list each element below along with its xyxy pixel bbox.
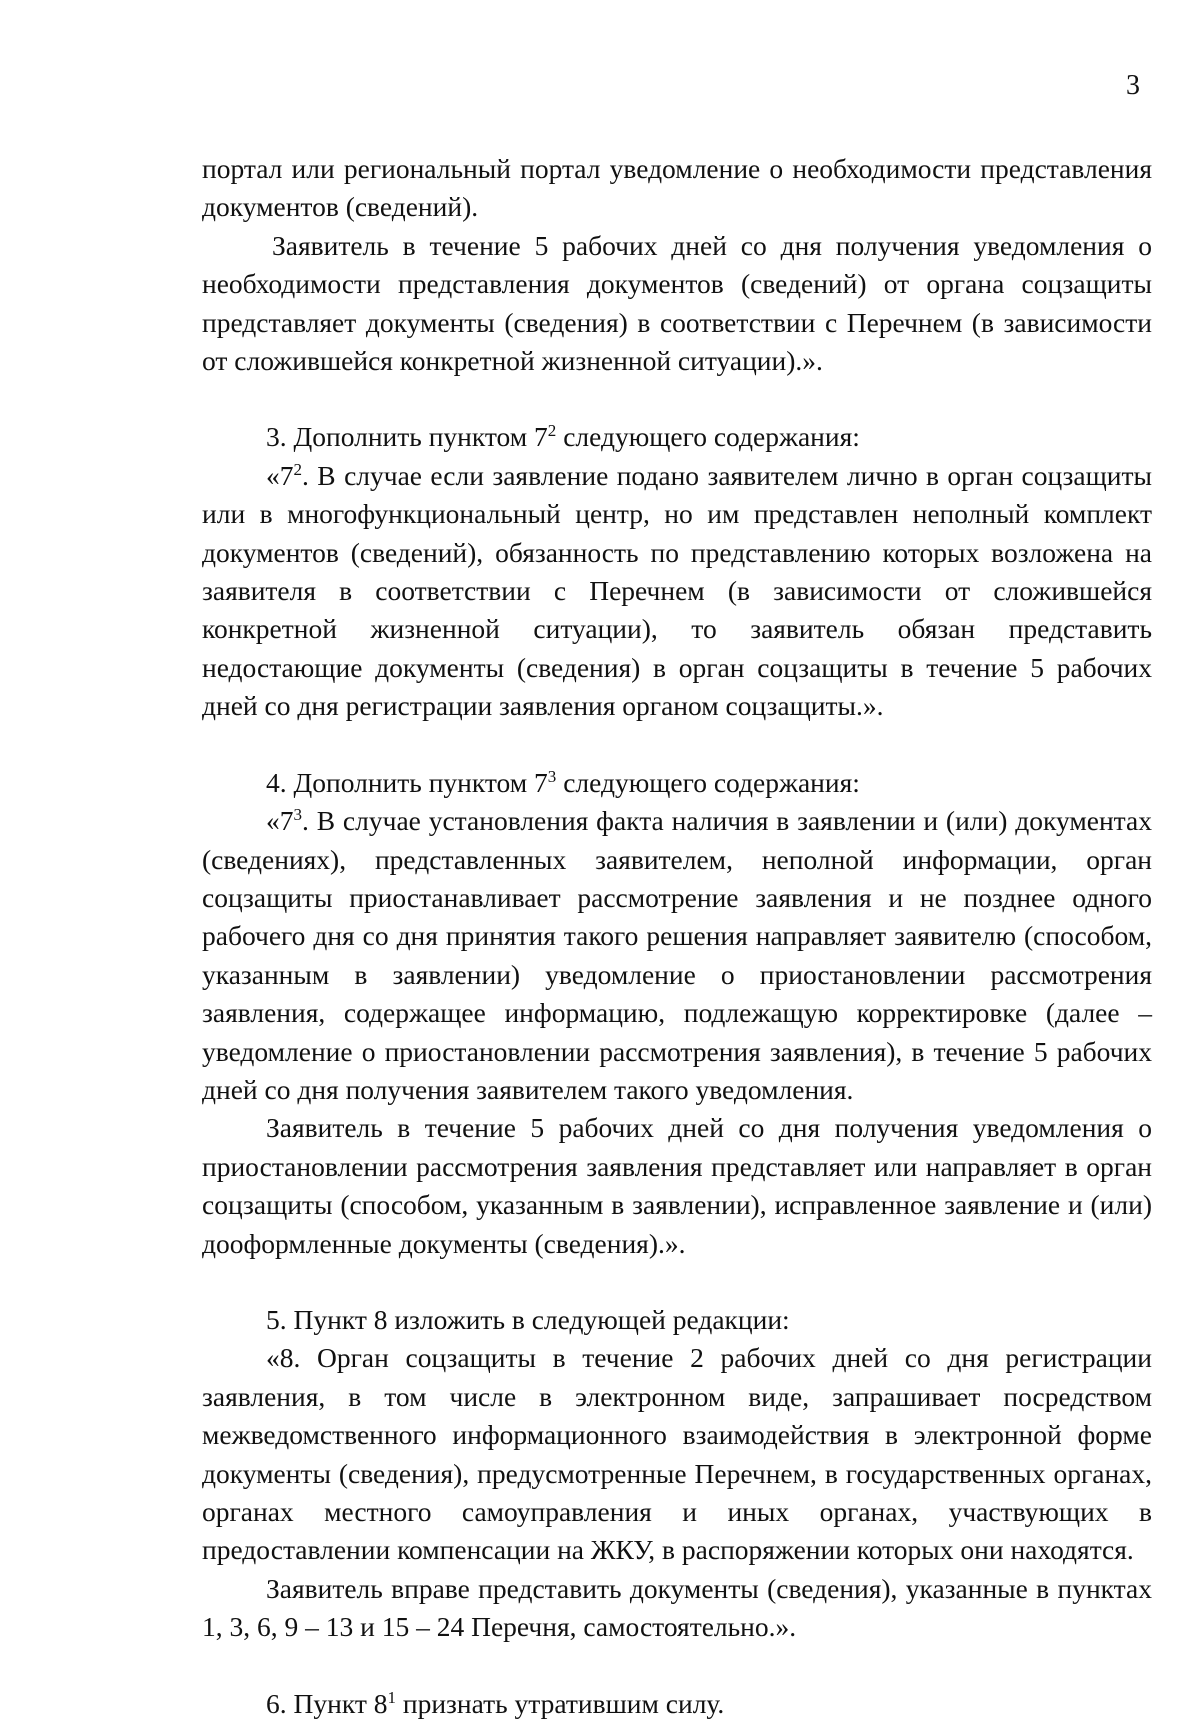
paragraph-applicant-right: Заявитель вправе представить документы (сведения), указанные в пунктах 1, 3, 6, 9 – 13 и 15 – 24 Перечня, самостоятельно.». [202,1572,1152,1643]
superscript: 2 [293,459,303,479]
heading-item-4: 4. Дополнить пунктом $7^3$ следующего содержания: [266,766,860,798]
page-number: 3 [1126,70,1140,101]
heading-item-6: 6. Пункт $8^1$ признать утратившим силу. [266,1687,725,1719]
paragraph-applicant-suspension: Заявитель в течение 5 рабочих дней со дня получения уведомления о приостановлении рассмотрения заявления представляет или направляет в орган соцзащиты (способом, указанным в заявлении), исправленное заявление и (или) дооформленные документы (сведения).». [202,1112,1152,1259]
superscript: 3 [293,804,303,824]
document-body [202,150,1152,1723]
paragraph-7-3: «$7^3$. В случае установления факта наличия в заявлении и (или) документах (сведениях), представленных заявителем, неполной информации, орган соцзащиты приостанавливает рассмотрение заявления и не позднее одного рабочего дня со дня принятия такого решения направляет заявителю (способом, указанным в заявлении) уведомление о приостановлении рассмотрения заявления, содержащее информацию, подлежащую корректировке (далее – уведомление о приостановлении рассмотрения заявления), в течение 5 рабочих дней со дня получения заявителем такого уведомления. [202,804,1152,1105]
heading-item-5: 5. Пункт 8 изложить в следующей редакции: [266,1303,790,1335]
paragraph-applicant-5-days: Заявитель в течение 5 рабочих дней со дня получения уведомления о необходимости представления документов (сведений) от органа соцзащиты представляет документы (сведения) в соответствии с Перечнем (в зависимости от сложившейся конкретной жизненной ситуации).». [202,229,1152,377]
superscript: 2 [547,421,557,441]
superscript: 3 [547,766,557,786]
superscript: 1 [387,1687,396,1707]
paragraph-7-2: «$7^2$. В случае если заявление подано заявителем лично в орган соцзащиты или в многофункциональный центр, но им представлен неполный комплект документов (сведений), обязанность по представлению которых возложена на заявителя в соответствии с Перечнем (в зависимости от сложившейся конкретной жизненной ситуации), то заявитель обязан представить недостающие документы (сведения) в орган соцзащиты в течение 5 рабочих дней со дня регистрации заявления органом соцзащиты.». [202,459,1152,722]
paragraph-portal-continuation: портал или региональный портал уведомление о необходимости представления документов (сведений). [202,153,1152,223]
paragraph-8: «8. Орган соцзащиты в течение 2 рабочих дней со дня регистрации заявления, в том числе в электронном виде, запрашивает посредством межведомственного информационного взаимодействия в электронной форме документы (сведения), предусмотренные Перечнем, в государственных органах, органах местного самоуправления и иных органах, участвующих в предоставлении компенсации на ЖКУ, в распоряжении которых они находятся. [202,1342,1152,1566]
heading-item-3: 3. Дополнить пунктом $7^2$ следующего содержания: [266,421,860,453]
